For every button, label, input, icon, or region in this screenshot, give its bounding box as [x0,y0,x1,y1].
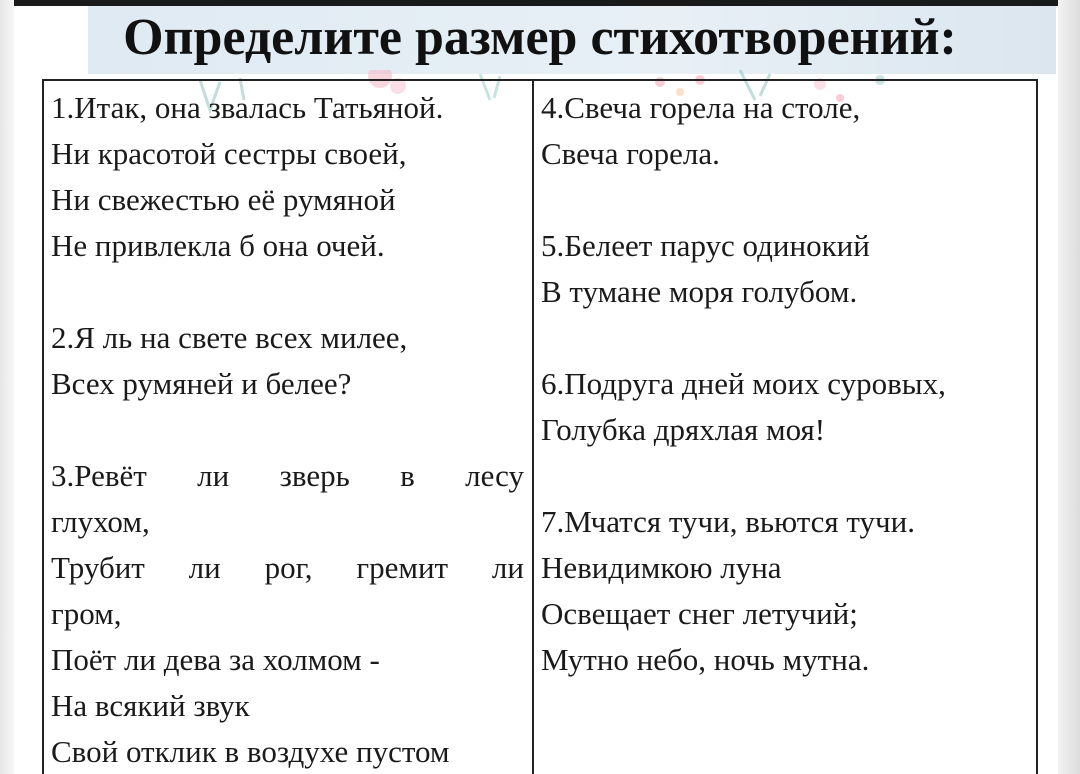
poem-5-line-1: 5.Белеет парус одинокий [541,228,870,263]
spacer [51,269,524,315]
poem-2-line-1: 2.Я ль на свете всех милее, [51,320,408,355]
poem-7-line-4: Мутно небо, ночь мутна. [541,642,870,677]
poem-3-line-2: глухом, [51,504,150,539]
poem-4-line-2: Свеча горела. [541,136,720,171]
spacer [541,177,1028,223]
poem-3-line-1: 3.Ревёт ли зверь в лесу [51,458,524,493]
right-column [534,81,1036,774]
page-title: Определите размер стихотворений: [123,9,957,66]
poem-3-line-6: На всякий звук [51,688,250,723]
poem-1-line-3: Ни свежестью её румяной [51,182,396,217]
poem-1-line-2: Ни красотой сестры своей, [51,136,407,171]
spacer [51,407,524,453]
poem-6-line-1: 6.Подруга дней моих суровых, [541,366,946,401]
poem-1-line-1: 1.Итак, она звалась Татьяной. [51,90,444,125]
poem-3-line-4: гром, [51,596,122,631]
left-edge-shadow [0,0,14,774]
poem-3-line-5: Поёт ли дева за холмом - [51,642,380,677]
spacer [541,453,1028,499]
poem-7-line-1: 7.Мчатся тучи, вьются тучи. [541,504,915,539]
spacer [541,315,1028,361]
poem-7-line-3: Освещает снег летучий; [541,596,858,631]
poem-6-line-2: Голубка дряхлая моя! [541,412,826,447]
left-column [44,81,534,774]
poem-7-line-2: Невидимкою луна [541,550,782,585]
poem-3-line-3: Трубит ли рог, гремит ли [51,550,524,585]
poems-table [42,79,1038,774]
right-edge-shadow [1058,0,1080,774]
poem-3-line-7: Свой отклик в воздухе пустом [51,734,450,769]
poem-4-line-1: 4.Свеча горела на столе, [541,90,861,125]
poem-1-line-4: Не привлекла б она очей. [51,228,385,263]
poem-2-line-2: Всех румяней и белее? [51,366,352,401]
poem-5-line-2: В тумане моря голубом. [541,274,858,309]
